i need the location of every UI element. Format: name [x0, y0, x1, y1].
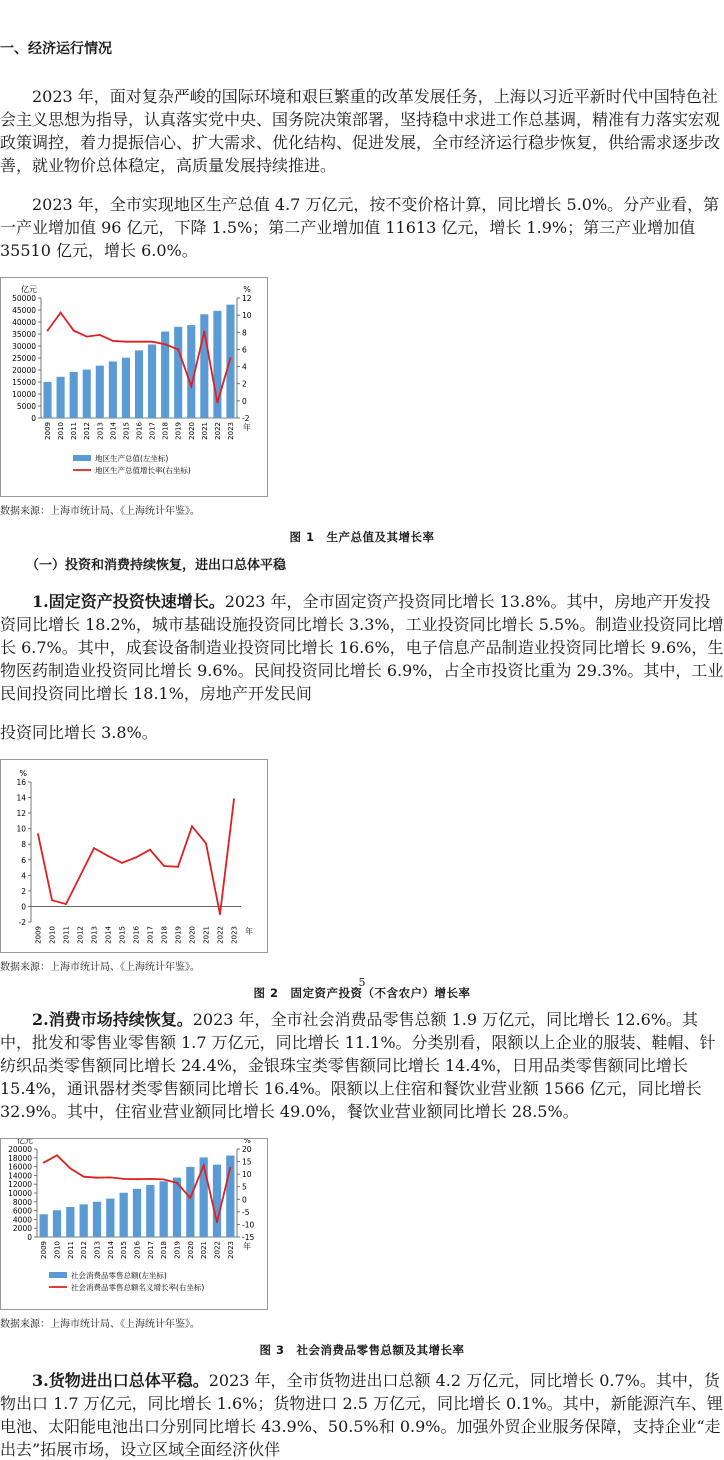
bar-2017	[148, 344, 156, 418]
growth-point-2023	[229, 1167, 231, 1169]
x-tick-label: 2022	[213, 422, 222, 440]
growth-point-2017	[149, 849, 151, 851]
x-tick-label: 2013	[90, 926, 99, 944]
section-title: 一、经济运行情况	[0, 41, 112, 57]
growth-point-2010	[60, 312, 62, 314]
x-axis-label: 年	[243, 423, 251, 432]
right-column	[0, 720, 724, 1460]
bar-2022	[213, 1165, 221, 1237]
legend-bar-swatch	[49, 1272, 67, 1278]
x-tick-label: 2010	[57, 422, 66, 440]
growth-point-2013	[93, 847, 95, 849]
growth-point-2021	[203, 331, 205, 333]
growth-point-2023	[230, 357, 232, 359]
x-axis-label: 年	[243, 1242, 251, 1251]
bar-2013	[96, 366, 104, 418]
x-tick-label: 2010	[53, 1241, 62, 1259]
legend-bar-label: 地区生产总值(左坐标)	[95, 454, 169, 463]
x-tick-label: 2012	[83, 422, 92, 440]
left-axis-tick-label: 6	[21, 855, 26, 865]
trade-paragraph	[0, 1368, 724, 1460]
figure-2-caption: 图 2 固定资产投资（不含农户）增长率	[253, 986, 471, 1000]
x-tick-label: 2015	[122, 422, 131, 440]
x-tick-label: 2009	[34, 926, 43, 944]
growth-point-2022	[217, 402, 219, 404]
growth-point-2016	[135, 857, 137, 859]
bar-2011	[70, 372, 78, 418]
figure-1-caption: 图 1 生产总值及其增长率	[289, 530, 435, 544]
x-tick-label: 2018	[161, 422, 170, 440]
left-axis-tick-label: 10	[16, 824, 26, 834]
gdp-chart-svg	[1, 278, 267, 496]
growth-point-2018	[163, 1179, 165, 1181]
left-axis-tick-label: 12000	[8, 1180, 32, 1190]
x-tick-label: 2021	[202, 926, 211, 944]
growth-point-2022	[216, 1221, 218, 1223]
x-tick-label: 2023	[226, 1241, 235, 1259]
x-tick-label: 2020	[188, 926, 197, 944]
bar-2015	[120, 1193, 128, 1237]
left-axis-tick-label: 4000	[12, 1215, 32, 1225]
right-axis-tick-label: 5	[242, 1182, 247, 1192]
x-tick-label: 2016	[133, 1241, 142, 1259]
bar-2011	[66, 1207, 74, 1237]
growth-point-2013	[96, 1177, 98, 1179]
bar-2016	[133, 1189, 141, 1237]
growth-point-2009	[37, 833, 39, 835]
growth-point-2010	[56, 1154, 58, 1156]
growth-point-2012	[86, 336, 88, 338]
x-tick-label: 2022	[216, 926, 225, 944]
growth-point-2010	[51, 899, 53, 901]
fai-lead: 1.固定资产投资快速增长。	[32, 592, 225, 611]
right-axis-tick-label: 10	[242, 1170, 252, 1180]
x-tick-label: 2023	[230, 926, 239, 944]
growth-point-2020	[190, 385, 192, 387]
x-tick-label: 2009	[40, 1241, 49, 1259]
left-axis-unit: 亿元	[17, 1139, 33, 1145]
left-axis-tick-label: 5000	[16, 402, 36, 411]
right-axis-tick-label: 0	[242, 396, 247, 406]
left-axis-tick-label: 8000	[12, 1197, 32, 1207]
growth-point-2011	[73, 330, 75, 332]
left-axis-tick-label: 8	[21, 840, 26, 850]
x-tick-label: 2019	[173, 1241, 182, 1259]
left-column	[0, 38, 724, 704]
growth-point-2012	[79, 875, 81, 877]
x-tick-label: 2023	[226, 422, 235, 440]
left-axis-tick-label: 20000	[8, 1145, 32, 1154]
x-tick-label: 2012	[80, 1241, 89, 1259]
consumption-paragraph	[0, 1007, 724, 1122]
left-axis-tick-label: 10000	[12, 390, 36, 399]
left-axis-tick-label: 20000	[12, 366, 36, 375]
x-tick-label: 2020	[187, 422, 196, 440]
bar-2023	[226, 305, 234, 418]
right-axis-unit: %	[243, 1139, 251, 1145]
growth-point-2011	[69, 1167, 71, 1169]
bar-2015	[122, 358, 130, 418]
growth-point-2014	[109, 1177, 111, 1179]
growth-point-2020	[189, 1197, 191, 1199]
growth-point-2014	[112, 340, 114, 342]
figure-2-chart	[0, 759, 268, 953]
figure-1-chart	[0, 277, 268, 497]
intro-paragraph: 2023 年，面对复杂严峻的国际环境和艰巨繁重的改革发展任务，上海以习近平新时代中国特色社会主义思想为指导，认真落实党中央、国务院决策部署，坚持稳中求进工作总基调，精准有力落实宏观政策调控，着力提振信心、扩大需求、优化结构、促进发展，全市经济运行稳步恢复，供给需求逐步改善，就业物价总体稳定，高质量发展持续推进。	[0, 87, 721, 175]
bar-2018	[160, 1181, 168, 1237]
left-axis-tick-label: 45000	[12, 306, 36, 315]
right-axis-tick-label: 4	[242, 362, 247, 372]
legend-line-label: 地区生产总值增长率(右坐标)	[95, 466, 191, 475]
bar-2021	[200, 1157, 208, 1237]
growth-point-2018	[164, 343, 166, 345]
right-axis-tick-label: -2	[242, 414, 250, 423]
right-axis-tick-label: -10	[242, 1220, 255, 1230]
bar-2014	[109, 361, 117, 418]
bar-2014	[106, 1199, 114, 1237]
page-number: 5	[358, 976, 366, 989]
consumption-lead: 2.消费市场持续恢复。	[32, 1010, 193, 1029]
fai-paragraph	[0, 589, 724, 704]
growth-point-2015	[125, 341, 127, 343]
fai-chart-svg	[1, 760, 267, 952]
left-axis-tick-label: 0	[27, 1233, 32, 1242]
bar-2009	[40, 1214, 48, 1237]
x-tick-label: 2015	[118, 926, 127, 944]
x-tick-label: 2019	[174, 422, 183, 440]
x-tick-label: 2021	[200, 1241, 209, 1259]
left-axis-tick-label: 0	[21, 902, 26, 912]
x-tick-label: 2017	[148, 422, 157, 440]
left-axis-tick-label: 4	[21, 871, 26, 881]
bar-2013	[93, 1202, 101, 1237]
growth-point-2023	[233, 798, 235, 800]
x-axis-label: 年	[245, 927, 253, 936]
growth-point-2022	[219, 913, 221, 915]
growth-point-2018	[163, 865, 165, 867]
x-tick-label: 2011	[62, 926, 71, 944]
right-axis-tick-label: 15	[242, 1157, 252, 1167]
bar-2012	[80, 1204, 88, 1237]
retail-chart-svg	[1, 1139, 267, 1309]
trade-text: 2023 年，全市货物进出口总额 4.2 万亿元，同比增长 0.7%。其中，货物出口 1.7 万亿元，同比增长 1.6%；货物进口 2.5 万亿元，同比增长 0.1%。其中，新能源汽车、锂电池、太阳能电池出口分别同比增长 43.9%、50.5%和 0.9%。加强外贸企业服务保障，支持企业“走出去”拓展市场，设立区域全面经济伙伴	[0, 1371, 723, 1459]
x-tick-label: 2017	[146, 926, 155, 944]
trade-lead: 3.货物进出口总体平稳。	[32, 1371, 209, 1390]
bar-2009	[43, 382, 51, 418]
x-tick-label: 2013	[96, 422, 105, 440]
bar-2021	[200, 314, 208, 418]
left-axis-tick-label: -2	[18, 918, 26, 927]
growth-point-2019	[176, 1182, 178, 1184]
x-tick-label: 2014	[106, 1241, 115, 1259]
right-axis-tick-label: -5	[242, 1207, 250, 1217]
gdp-paragraph: 2023 年，全市实现地区生产总值 4.7 万亿元，按不变价格计算，同比增长 5.0%。分产业看，第一产业增加值 96 亿元，下降 1.5%；第二产业增加值 11613 亿元，增长 1.9%；第三产业增加值 35510 亿元，增长 6.0%。	[0, 195, 720, 260]
left-axis-tick-label: 2	[21, 886, 26, 896]
figure-2-source: 数据来源：上海市统计局、《上海统计年鉴》。	[0, 962, 200, 973]
x-tick-label: 2009	[44, 422, 53, 440]
x-tick-label: 2020	[186, 1241, 195, 1259]
left-axis-tick-label: 40000	[12, 318, 36, 327]
figure-3-caption: 图 3 社会消费品零售总额及其增长率	[259, 1343, 465, 1357]
growth-point-2016	[138, 341, 140, 343]
right-axis-tick-label: 8	[242, 328, 247, 338]
growth-point-2021	[203, 1164, 205, 1166]
growth-point-2015	[121, 862, 123, 864]
left-axis-tick-label: 0	[31, 414, 36, 423]
growth-point-2019	[177, 349, 179, 351]
x-tick-label: 2016	[135, 422, 144, 440]
x-tick-label: 2014	[104, 926, 113, 944]
right-axis-tick-label: 12	[242, 294, 252, 303]
left-axis-tick-label: 18000	[8, 1153, 32, 1163]
growth-point-2015	[123, 1178, 125, 1180]
growth-point-2012	[83, 1176, 85, 1178]
left-axis-unit: %	[19, 769, 27, 778]
x-tick-label: 2014	[109, 422, 118, 440]
growth-point-2013	[99, 334, 101, 336]
x-tick-label: 2022	[213, 1241, 222, 1259]
growth-point-2016	[136, 1178, 138, 1180]
x-tick-label: 2021	[200, 422, 209, 440]
x-tick-label: 2012	[76, 926, 85, 944]
left-axis-tick-label: 12	[16, 809, 26, 819]
consumption-text: 2023 年，全市社会消费品零售总额 1.9 万亿元，同比增长 12.6%。其中，批发和零售业零售额 1.7 万亿元，同比增长 11.1%。分类别看，限额以上企业的服装、鞋帽、针纺织品类零售额同比增长 24.4%，金银珠宝类零售额同比增长 14.4%，日用品类零售额同比增长 15.4%，通讯器材类零售额同比增长 16.4%。限额以上住宿和餐饮业营业额 1566 亿元，同比增长 32.9%。其中，住宿业营业额同比增长 49.0%，餐饮业营业额同比增长 28.5%。	[0, 1010, 716, 1121]
legend-line-label: 社会消费品零售总额名义增长率(右坐标)	[71, 1283, 205, 1292]
right-axis-tick-label: -15	[242, 1233, 255, 1242]
bar-2010	[53, 1210, 61, 1237]
left-axis-tick-label: 14000	[8, 1171, 32, 1181]
bar-2012	[83, 370, 91, 418]
bar-2016	[135, 350, 143, 418]
left-axis-unit: 亿元	[21, 285, 37, 294]
x-tick-label: 2013	[93, 1241, 102, 1259]
x-tick-label: 2011	[70, 422, 79, 440]
left-axis-tick-label: 15000	[12, 378, 36, 387]
x-tick-label: 2010	[48, 926, 57, 944]
bar-2017	[146, 1185, 154, 1237]
right-axis-unit: %	[243, 285, 251, 294]
legend-bar-swatch	[73, 455, 91, 461]
right-axis-tick-label: 6	[242, 345, 247, 355]
growth-point-2019	[177, 866, 179, 868]
left-axis-tick-label: 16000	[8, 1162, 32, 1172]
left-axis-tick-label: 50000	[12, 294, 36, 303]
bar-2010	[57, 377, 65, 418]
bar-2020	[186, 1167, 194, 1237]
x-tick-label: 2019	[174, 926, 183, 944]
fai-text: 2023 年，全市固定资产投资同比增长 13.8%。其中，房地产开发投资同比增长 18.2%，城市基础设施投资同比增长 3.3%，工业投资同比增长 5.5%。制造业投资同比增长 6.7%。其中，成套设备制造业投资同比增长 16.6%，电子信息产品制造业投资同比增长 9.6%，生物医药制造业投资同比增长 9.6%。民间投资同比增长 6.9%，占全市投资比重为 29.3%。其中，工业民间投资同比增长 18.1%，房地产开发民间	[0, 592, 724, 703]
right-axis-tick-label: 10	[242, 311, 252, 321]
x-tick-label: 2011	[66, 1241, 75, 1259]
x-tick-label: 2016	[132, 926, 141, 944]
growth-point-2020	[191, 825, 193, 827]
growth-point-2017	[149, 1178, 151, 1180]
x-tick-label: 2018	[160, 1241, 169, 1259]
left-axis-tick-label: 16	[16, 778, 26, 787]
right-axis-tick-label: 20	[242, 1145, 252, 1154]
figure-3-source: 数据来源：上海市统计局、《上海统计年鉴》。	[0, 1319, 200, 1330]
left-axis-tick-label: 35000	[12, 330, 36, 339]
subsection-title: （一）投资和消费持续恢复，进出口总体平稳	[26, 558, 287, 573]
growth-point-2017	[151, 341, 153, 343]
growth-point-2021	[205, 843, 207, 845]
right-axis-tick-label: 2	[242, 379, 247, 389]
x-tick-label: 2015	[120, 1241, 129, 1259]
right-axis-tick-label: 0	[242, 1195, 247, 1205]
growth-point-2011	[65, 903, 67, 905]
left-axis-tick-label: 2000	[12, 1224, 32, 1234]
fai-continued: 投资同比增长 3.8%。	[0, 723, 158, 742]
legend-bar-label: 社会消费品零售总额(左坐标)	[71, 1271, 167, 1280]
x-tick-label: 2018	[160, 926, 169, 944]
left-axis-tick-label: 14	[16, 793, 26, 803]
left-axis-tick-label: 30000	[12, 342, 36, 351]
figure-3-chart	[0, 1138, 268, 1310]
x-tick-label: 2017	[146, 1241, 155, 1259]
bar-2019	[174, 327, 182, 418]
growth-point-2009	[43, 1162, 45, 1164]
left-axis-tick-label: 6000	[12, 1206, 32, 1216]
left-axis-tick-label: 10000	[8, 1189, 32, 1198]
growth-point-2009	[47, 330, 49, 332]
figure-1-source: 数据来源：上海市统计局、《上海统计年鉴》。	[0, 506, 200, 517]
growth-point-2014	[107, 855, 109, 857]
left-axis-tick-label: 25000	[12, 354, 36, 363]
